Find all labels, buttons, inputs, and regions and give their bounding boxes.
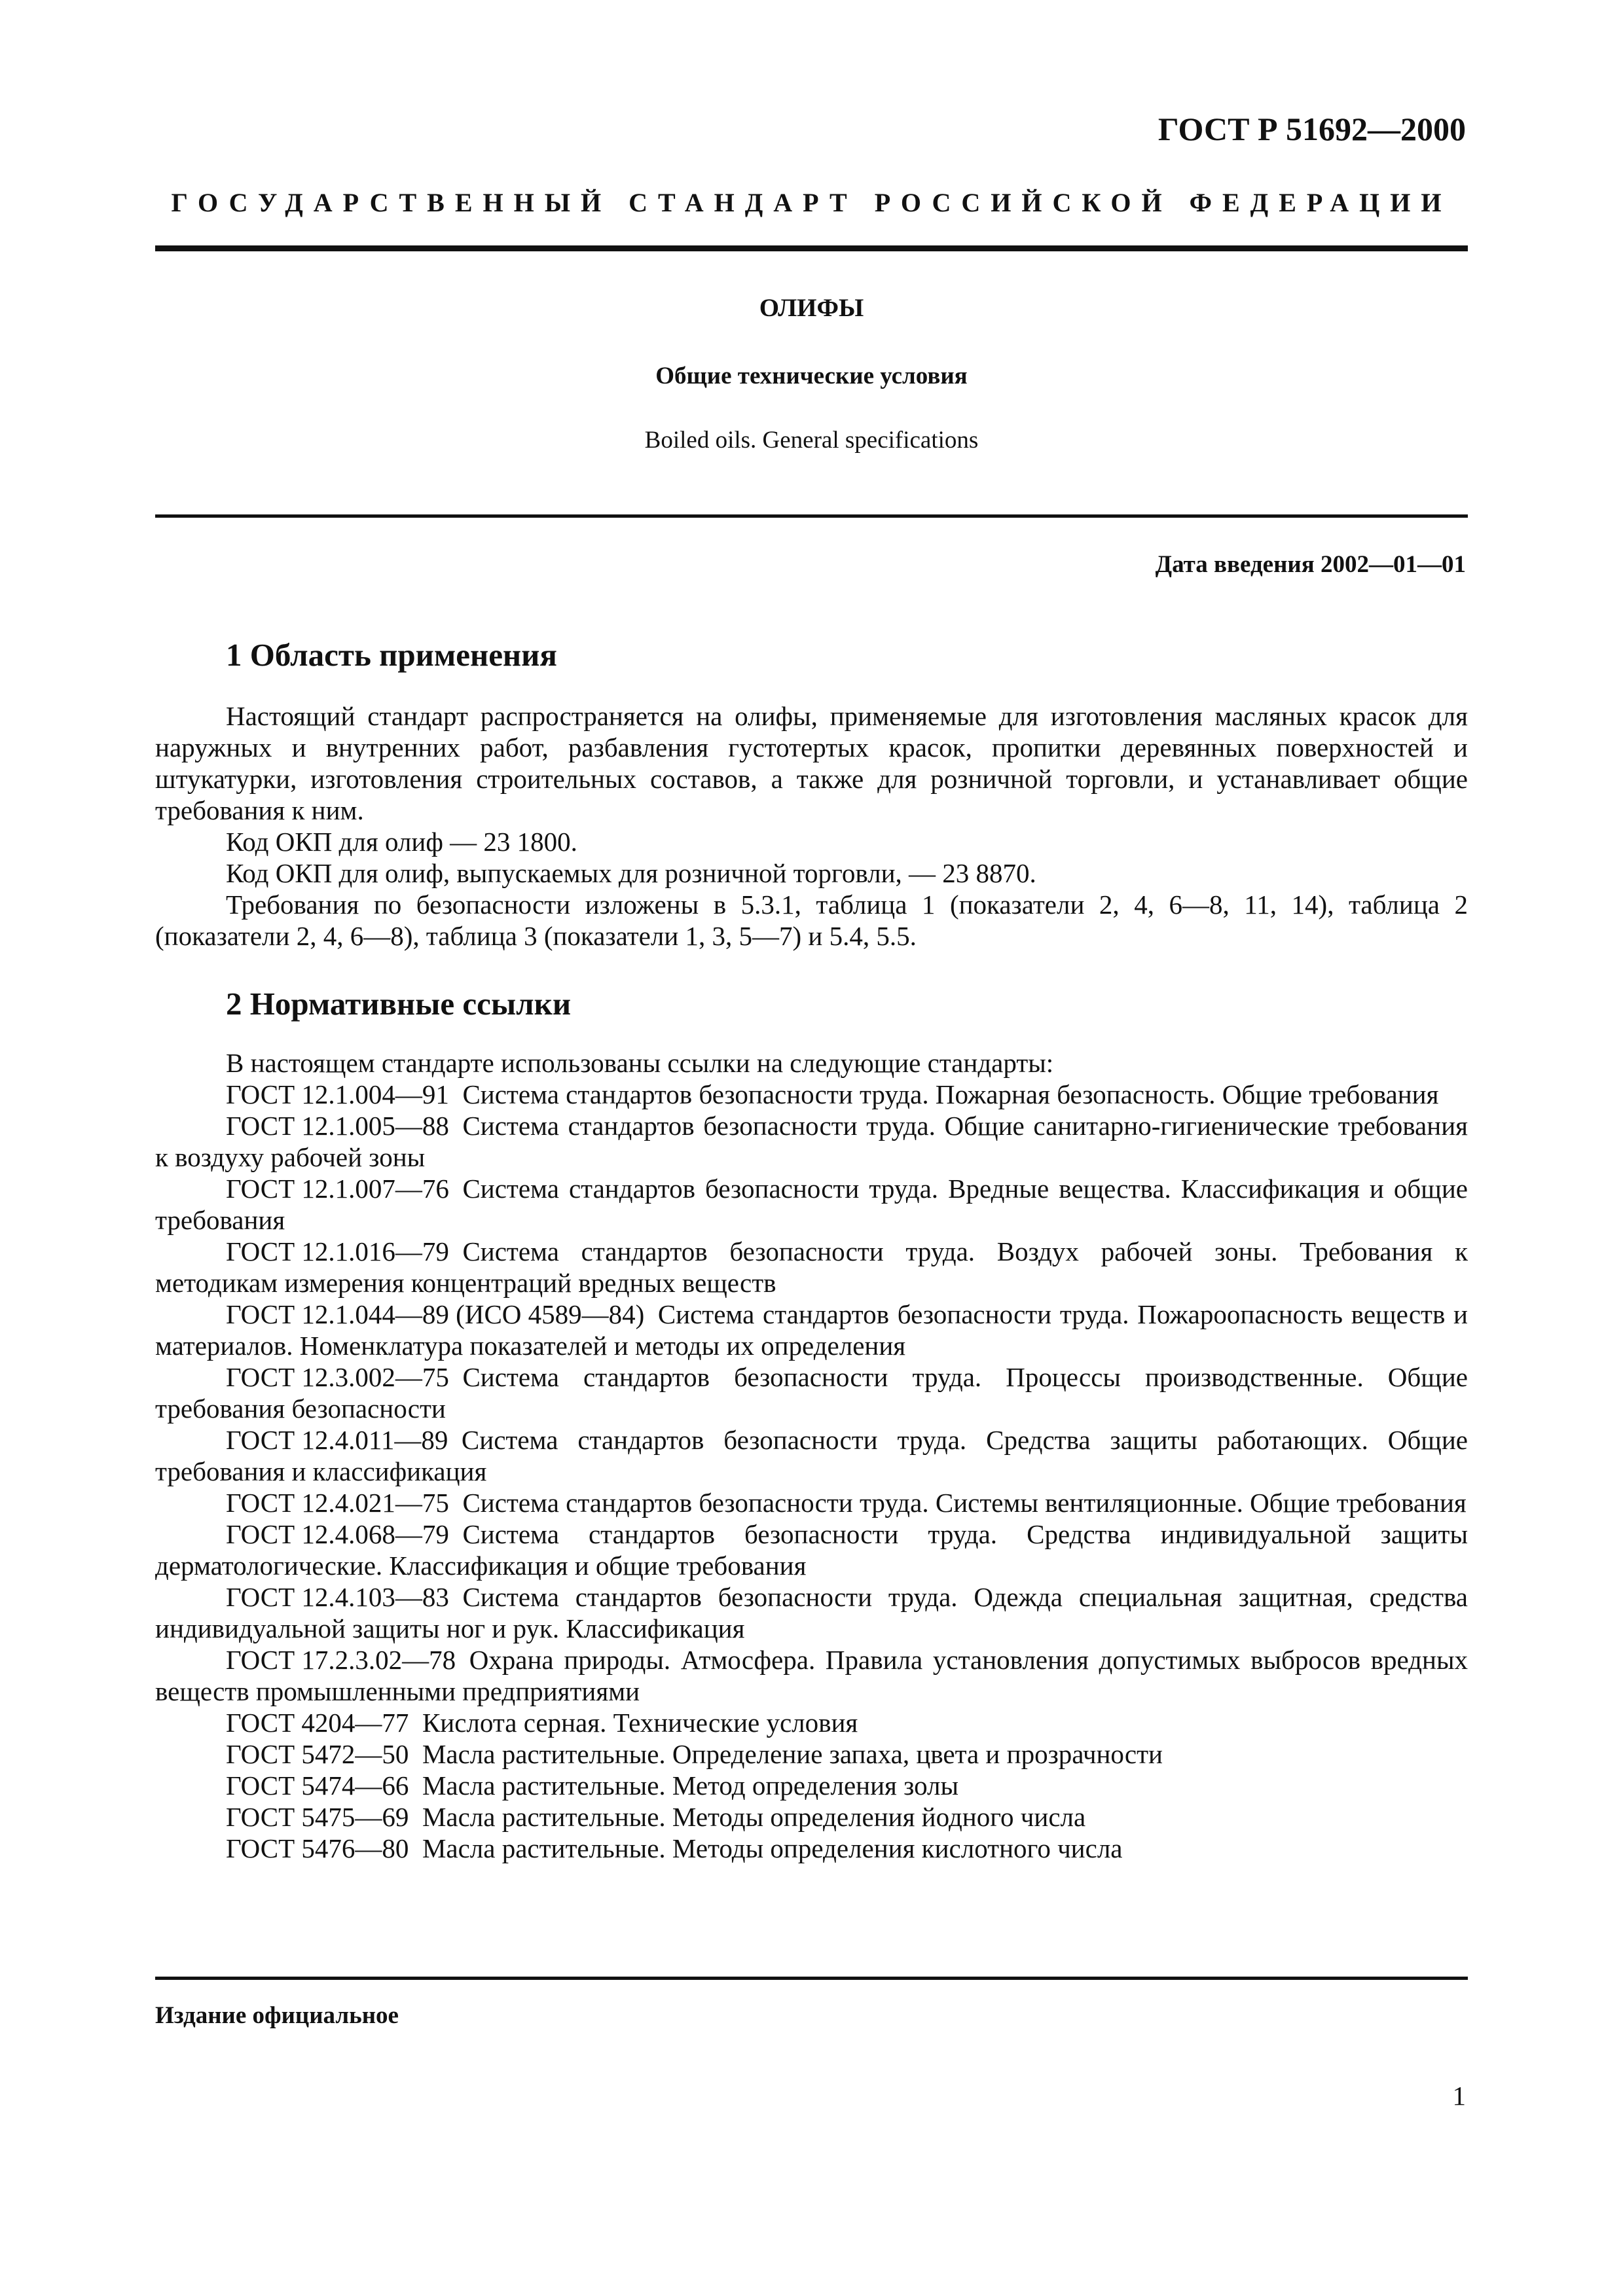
- reference-item: [155, 1518, 1468, 1581]
- paragraph: Код ОКП для олиф, выпускаемых для розничной торговли, — 23 8870.: [226, 858, 1036, 888]
- paragraph: Настоящий стандарт распространяется на олифы, применяемые для изготовления масляных красок для наружных и внутренних работ, разбавления густотертых красок, пропитки деревянных поверхностей и штукатурки, изготовления строительных составов, а также для розничной торговли, и устанавливает общие требования к ним.: [155, 701, 1468, 825]
- reference-item: [155, 1770, 1468, 1801]
- reference-text: Кислота серная. Технические условия: [422, 1708, 858, 1738]
- reference-text: Масла растительные. Метод определения золы: [422, 1770, 959, 1801]
- paragraph: В настоящем стандарте использованы ссылки на следующие стандарты:: [226, 1048, 1054, 1078]
- reference-text: Система стандартов безопасности труда. Пожарная безопасность. Общие требования: [462, 1079, 1439, 1109]
- reference-item: [155, 1833, 1468, 1864]
- document-subtitle: Общие технические условия: [655, 363, 968, 389]
- reference-item: [155, 1236, 1468, 1299]
- reference-code: ГОСТ 12.1.044—89 (ИСО 4589—84): [226, 1299, 645, 1329]
- reference-text: Система стандартов безопасности труда. Вредные вещества. Классификация и общие требования: [155, 1174, 1468, 1235]
- section-2-body: [155, 1047, 1468, 1864]
- reference-text: Система стандартов безопасности труда. Воздух рабочей зоны. Требования к методикам измерения концентраций вредных веществ: [155, 1236, 1468, 1298]
- introduction-date: Дата введения 2002—01—01: [1155, 551, 1466, 578]
- reference-text: Охрана природы. Атмосфера. Правила установления допустимых выбросов вредных веществ промышленными предприятиями: [155, 1645, 1468, 1706]
- reference-code: ГОСТ 12.4.068—79: [226, 1519, 449, 1549]
- reference-item: [155, 1299, 1468, 1361]
- official-edition-label: Издание официальное: [155, 2002, 399, 2029]
- reference-code: ГОСТ 12.4.103—83: [226, 1582, 449, 1612]
- reference-item: [155, 1644, 1468, 1707]
- reference-text: Система стандартов безопасности труда. Системы вентиляционные. Общие требования: [462, 1488, 1467, 1518]
- reference-text: Система стандартов безопасности труда. Одежда специальная защитная, средства индивидуальной защиты ног и рук. Классификация: [155, 1582, 1468, 1643]
- section-1-body: [155, 700, 1468, 952]
- reference-item: [155, 1581, 1468, 1644]
- reference-item: [155, 1361, 1468, 1424]
- footer-divider: [155, 1977, 1468, 1980]
- reference-code: ГОСТ 12.4.011—89: [226, 1425, 448, 1455]
- reference-code: ГОСТ 12.1.005—88: [226, 1111, 449, 1141]
- reference-code: ГОСТ 4204—77: [226, 1708, 409, 1738]
- reference-code: ГОСТ 5475—69: [226, 1802, 409, 1832]
- reference-text: Система стандартов безопасности труда. Пожароопасность веществ и материалов. Номенклатура показателей и методы их определения: [155, 1299, 1468, 1361]
- reference-code: ГОСТ 12.1.004—91: [226, 1079, 449, 1109]
- reference-code: ГОСТ 12.1.016—79: [226, 1236, 449, 1266]
- reference-item: [155, 1110, 1468, 1173]
- reference-code: ГОСТ 12.3.002—75: [226, 1362, 449, 1392]
- section-1-heading: 1 Область применения: [226, 637, 557, 673]
- document-title: ОЛИФЫ: [759, 294, 864, 322]
- state-standard-banner: ГОСУДАРСТВЕННЫЙ СТАНДАРТ РОССИЙСКОЙ ФЕДЕРАЦИИ: [171, 188, 1452, 217]
- reference-text: Система стандартов безопасности труда. Общие санитарно-гигиенические требования к воздуху рабочей зоны: [155, 1111, 1468, 1172]
- reference-item: [155, 1173, 1468, 1236]
- reference-item: [155, 1487, 1468, 1518]
- reference-text: Масла растительные. Методы определения кислотного числа: [422, 1833, 1123, 1863]
- reference-item: [155, 1801, 1468, 1833]
- section-2-heading: 2 Нормативные ссылки: [226, 986, 572, 1022]
- title-divider: [155, 514, 1468, 518]
- paragraph: Требования по безопасности изложены в 5.3.1, таблица 1 (показатели 2, 4, 6—8, 11, 14), таблица 2 (показатели 2, 4, 6—8), таблица 3 (показатели 1, 3, 5—7) и 5.4, 5.5.: [155, 889, 1468, 951]
- english-title: Boiled oils. General specifications: [644, 427, 979, 454]
- reference-text: Система стандартов безопасности труда. Средства индивидуальной защиты дерматологические. Классификация и общие требования: [155, 1519, 1468, 1581]
- reference-code: ГОСТ 5476—80: [226, 1833, 409, 1863]
- document-number: ГОСТ Р 51692—2000: [1158, 111, 1466, 147]
- reference-code: ГОСТ 12.4.021—75: [226, 1488, 449, 1518]
- reference-text: Масла растительные. Методы определения йодного числа: [422, 1802, 1086, 1832]
- reference-text: Система стандартов безопасности труда. Средства защиты работающих. Общие требования и классификация: [155, 1425, 1468, 1486]
- reference-code: ГОСТ 5474—66: [226, 1770, 409, 1801]
- reference-code: ГОСТ 5472—50: [226, 1739, 409, 1769]
- reference-item: [155, 1738, 1468, 1770]
- reference-text: Система стандартов безопасности труда. Процессы производственные. Общие требования безопасности: [155, 1362, 1468, 1424]
- reference-item: [155, 1079, 1468, 1110]
- reference-code: ГОСТ 17.2.3.02—78: [226, 1645, 456, 1675]
- page-number: 1: [1452, 2081, 1466, 2111]
- reference-code: ГОСТ 12.1.007—76: [226, 1174, 449, 1204]
- reference-item: [155, 1707, 1468, 1738]
- header-divider: [155, 245, 1468, 251]
- reference-text: Масла растительные. Определение запаха, цвета и прозрачности: [422, 1739, 1163, 1769]
- reference-item: [155, 1424, 1468, 1487]
- paragraph: Код ОКП для олиф — 23 1800.: [226, 827, 577, 857]
